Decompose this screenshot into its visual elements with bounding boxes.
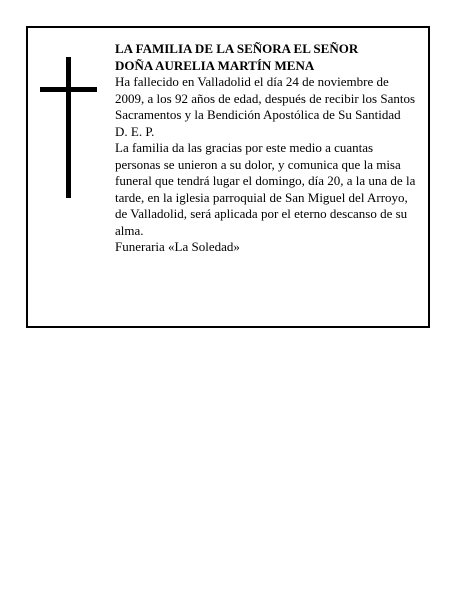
death-announcement: Ha fallecido en Valladolid el día 24 de noviembre de 2009, a los 92 años de edad, después de recibir los Santos Sacramentos y la Bendición Apostólica de Su Santidad — [115, 74, 416, 122]
rest-in-peace: D. E. P. — [115, 123, 155, 139]
notice-text — [115, 41, 421, 256]
funeral-home: Funeraria «La Soledad» — [115, 239, 240, 254]
cross-horizontal-bar — [40, 87, 97, 92]
headline-deceased-name: DOÑA AURELIA MARTÍN MENA — [115, 57, 315, 73]
cross-vertical-bar — [66, 57, 71, 198]
headline-family: LA FAMILIA DE LA SEÑORA EL SEÑOR — [115, 41, 359, 56]
obituary-notice — [26, 26, 430, 328]
family-thanks-and-mass: La familia da las gracias por este medio a cuantas personas se unieron a su dolor, y comunica que la misa funeral que tendrá lugar el domingo, día 20, a la una de la tarde, en la iglesia parroquial de San Miguel del Arroyo, de Valladolid, será aplicada por el eterno descanso de su alma. — [115, 140, 416, 238]
